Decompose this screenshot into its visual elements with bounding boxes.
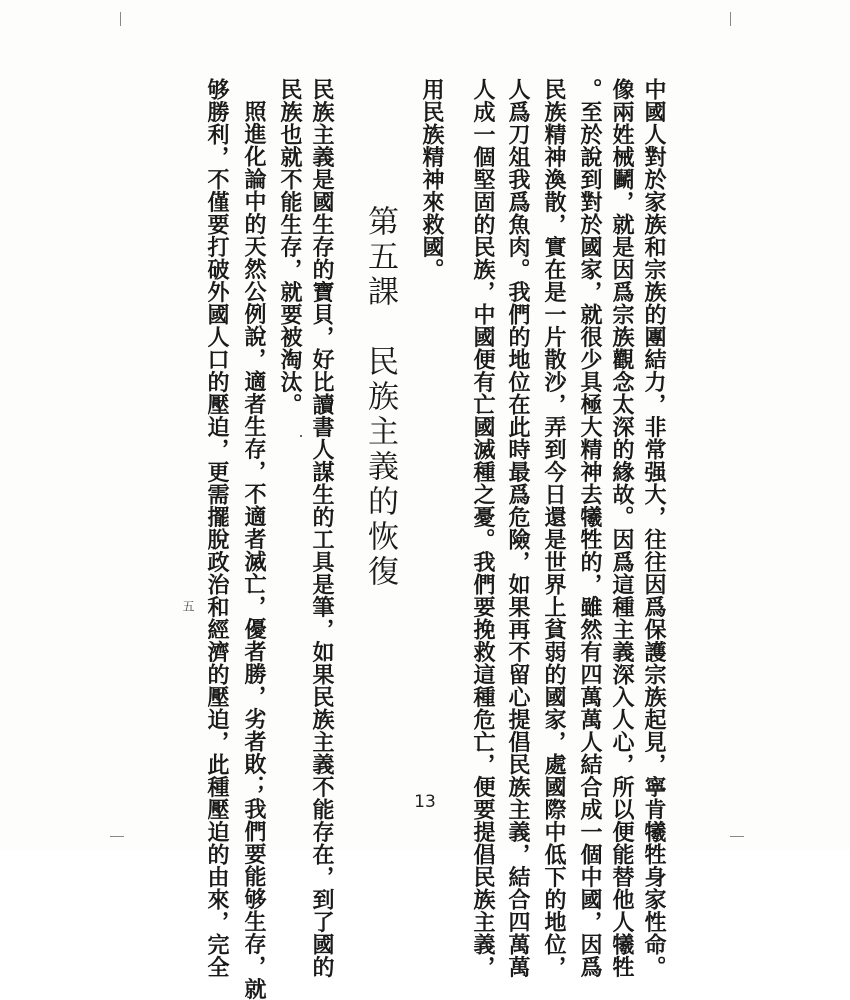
text-column-3: 。至於說到對於國家，就很少具極大精神去犧牲的，雖然有四萬萬人結合成一個中國，因爲 xyxy=(577,78,603,978)
page-number: 13 xyxy=(414,792,436,812)
crop-mark-top-right xyxy=(730,12,731,26)
ink-speck xyxy=(300,435,302,437)
crop-mark-top-left xyxy=(120,12,121,26)
text-column-1: 中國人對於家族和宗族的團結力，非常强大，往往因爲保護宗族起見，寧肯犧牲身家性命。 xyxy=(641,78,667,978)
text-column-5: 人爲刀俎我爲魚肉。我們的地位在此時最爲危險，如果再不留心提倡民族主義，結合四萬萬 xyxy=(505,78,531,978)
body-column-2: 民族也就不能生存，就要被淘汰。 xyxy=(277,78,303,416)
crop-mark-bottom-right xyxy=(730,836,744,837)
crop-mark-bottom-left xyxy=(110,836,124,837)
body-column-4: 够勝利，不僅要打破外國人口的壓迫，更需擺脫政治和經濟的壓迫，此種壓迫的由來，完全 xyxy=(204,78,230,978)
text-column-7: 用民族精神來救國。 xyxy=(419,78,445,281)
body-column-3: 照進化論中的天然公例說，適者生存，不適者滅亡，優者勝，劣者敗；我們要能够生存，就 xyxy=(241,100,267,1000)
body-column-1: 民族主義是國生存的寶貝，好比讀書人謀生的工具是筆，如果民族主義不能存在，到了國的 xyxy=(309,78,335,978)
folio-mark: 五 xyxy=(181,600,195,612)
text-column-2: 像兩姓械鬭，就是因爲宗族觀念太深的緣故。因爲這種主義深入人心，所以便能替他人犧牲 xyxy=(609,78,635,978)
text-column-6: 人成一個堅固的民族，中國便有亡國滅種之憂。我們要挽救這種危亡，便要提倡民族主義， xyxy=(470,78,496,978)
lesson-title: 第五課 民族主義的恢復 xyxy=(362,205,398,590)
text-column-4: 民族精神渙散，實在是一片散沙，弄到今日還是世界上貧弱的國家，處國際中低下的地位， xyxy=(541,78,567,978)
